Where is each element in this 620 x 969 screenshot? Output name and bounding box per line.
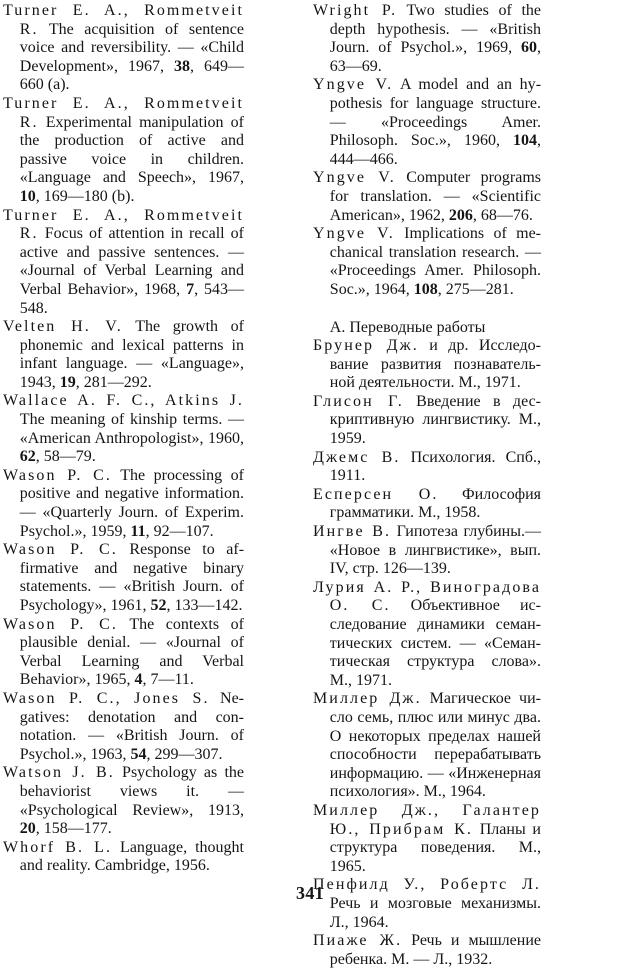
reference-pages: , 7—11.	[142, 671, 194, 689]
reference-text: A model and an hypothesis for language structure. — «Proceedings Amer. Philosoph. Soc.», 1960,	[329, 76, 542, 150]
reference-author: Turner E. A., Rommetveit R.	[3, 2, 244, 38]
reference-author: Velten H. V.	[3, 318, 123, 336]
reference-author: Yngve V.	[313, 225, 395, 243]
reference-pages: , 68—76.	[472, 206, 533, 224]
reference-entry	[313, 690, 541, 802]
reference-entry	[313, 579, 541, 691]
reference-author: Watson J. B.	[3, 764, 115, 782]
reference-text: The processing of positive and negative information. — «Quarterly Journ. of Experim. Psychol.», 1959,	[19, 466, 245, 540]
reference-text: Psychology as the behaviorist views it. — «Psychological Review», 1913,	[19, 764, 245, 819]
reference-volume: 19	[59, 373, 76, 391]
reference-text: Two studies of the depth hypothesis. — «British Journ. of Psychol.», 1969,	[329, 2, 541, 57]
reference-author: Wason P. C.	[3, 466, 112, 484]
reference-entry	[313, 225, 541, 299]
reference-text: Философия грамматики. М., 1958.	[329, 485, 541, 522]
reference-text: Implications of mechanical translation research. — «Proceedings Amer. Philosoph. Soc.», 1964,	[329, 225, 541, 298]
reference-entry	[3, 839, 244, 876]
reference-author: Глисон Г.	[313, 392, 404, 410]
reference-author: Wason P. C.	[3, 615, 119, 633]
reference-pages: , 299—307.	[146, 745, 223, 763]
reference-author: Wallace A. F. C., Atkins J.	[3, 392, 244, 410]
reference-text: Negatives: denotation and connotation. — «British Journ. of Psychol.», 1963,	[19, 689, 244, 763]
reference-pages: , 281—292.	[75, 373, 152, 391]
reference-entry	[313, 76, 541, 169]
reference-volume: 62	[19, 448, 36, 466]
reference-volume: 108	[413, 280, 438, 298]
reference-text: Магическое число семь, плюс или минус два. О некоторых пределах нашей способности перерабатывать информацию. — «Инженерная психология». М., 1964.	[329, 690, 541, 801]
reference-author: Yngve V.	[313, 76, 394, 94]
reference-entry	[3, 467, 244, 541]
reference-entry	[313, 486, 541, 523]
page-number: 341	[295, 883, 325, 903]
reference-author: Пиаже Ж.	[313, 932, 403, 950]
reference-pages: , 158—177.	[35, 820, 112, 838]
bibliography-column-right	[313, 2, 541, 969]
reference-text: The meaning of kinship terms. — «American Anthropologist», 1960,	[19, 411, 244, 447]
reference-author: Wright P.	[313, 2, 398, 19]
reference-volume: 104	[513, 132, 537, 150]
reference-entry	[313, 393, 541, 449]
reference-text: Response to affirmative and negative binary statements. — «British Journ. of Psychology», 1961,	[19, 541, 245, 614]
reference-entry	[313, 449, 541, 486]
reference-author: Джемс В.	[313, 448, 401, 466]
reference-author: Yngve V.	[313, 169, 396, 187]
reference-volume: 60	[521, 39, 537, 57]
reference-text: Планы и структура поведения. М., 1965.	[329, 820, 541, 875]
reference-entry	[3, 616, 244, 690]
reference-volume: 38	[174, 57, 190, 75]
reference-author: Миллер Дж.	[313, 690, 422, 708]
reference-volume: 11	[130, 522, 146, 540]
reference-pages: , 169—180 (b).	[35, 187, 135, 205]
reference-author: Есперсен О.	[313, 485, 439, 503]
reference-volume: 54	[130, 745, 147, 763]
reference-author: Wason P. C., Jones S.	[3, 689, 210, 707]
reference-entry	[3, 95, 244, 207]
reference-volume: 52	[150, 597, 167, 614]
reference-author: Wason P. C.	[3, 541, 118, 559]
reference-text: The contexts of plausible denial. — «Journal of Verbal Learning and Verbal Behavior», 1965,	[19, 615, 245, 689]
reference-text: Речь и мозговые механизмы. Л., 1964.	[329, 894, 541, 931]
reference-entry	[3, 392, 244, 466]
reference-pages: , 444—466.	[329, 132, 541, 168]
reference-entry	[313, 169, 541, 225]
reference-entry	[313, 932, 541, 969]
reference-text: Гипотеза глубины.— «Новое в лингвистике», вып. IV, стр. 126—139.	[329, 523, 541, 578]
reference-text: Focus of attention in recall of active and passive sentences. — «Journal of Verbal Learning and Verbal Behavior», 1968,	[19, 225, 244, 298]
reference-author: Пенфилд У., Робертс Л.	[313, 876, 541, 894]
reference-author: Whorf B. L.	[3, 838, 113, 856]
reference-entry	[3, 690, 244, 764]
reference-author: Лурия А. Р., Виноградова О. С.	[313, 578, 541, 615]
reference-text: Введение в дескриптивную лингвистику. М., 1959.	[329, 392, 541, 448]
reference-pages: , 92—107.	[145, 522, 214, 540]
bibliography-column-left	[3, 2, 244, 876]
reference-text: Психология. Спб., 1911.	[329, 448, 541, 485]
reference-volume: 4	[134, 671, 143, 689]
reference-pages: , 649—660 (a).	[19, 57, 244, 94]
reference-entry	[313, 523, 541, 579]
reference-text: Language, thought and reality. Cambridge, 1956.	[19, 838, 244, 875]
reference-pages: , 543—548.	[19, 280, 245, 317]
reference-text: Объективное исследование динамики семантических систем. — «Семантическая структура слова». М., 1971.	[329, 597, 541, 689]
section-heading: А. Переводные работы	[329, 318, 486, 336]
reference-volume: 10	[19, 187, 36, 205]
reference-pages: , 133—142.	[166, 597, 243, 614]
reference-pages: , 58—79.	[35, 448, 96, 466]
reference-entry	[313, 2, 541, 76]
reference-author: Брунер Дж.	[313, 337, 419, 355]
reference-pages: , 275—281.	[437, 280, 514, 298]
reference-text: Речь и мышление ребенка. М. — Л., 1932.	[329, 932, 541, 968]
reference-entry	[313, 802, 541, 876]
reference-entry	[3, 318, 244, 392]
reference-entry	[3, 764, 244, 838]
reference-entry	[3, 207, 244, 319]
reference-text: The growth of phonemic and lexical patterns in infant language. — «Language», 1943,	[19, 318, 244, 391]
reference-volume: 7	[186, 280, 195, 298]
reference-text: Computer programs for translation. — «Scientific American», 1962,	[329, 169, 541, 224]
reference-entry	[3, 541, 244, 615]
reference-text: The acquisition of sentence voice and reversibility. — «Child Development», 1967,	[19, 20, 244, 75]
reference-author: Turner E. A., Rommetveit R.	[3, 94, 244, 131]
reference-author: Ингве В.	[313, 523, 392, 541]
reference-text: и др. Исследование развития познавательной деятельности. М., 1971.	[329, 337, 541, 392]
reference-entry	[313, 337, 541, 393]
reference-pages: , 63—69.	[329, 39, 541, 75]
reference-text: Experimental manipulation of the production of active and passive voice in children. «Language and Speech», 1967,	[19, 113, 244, 187]
reference-author: Turner E. A., Rommetveit R.	[3, 206, 244, 243]
reference-volume: 20	[19, 820, 36, 838]
reference-entry	[3, 2, 244, 95]
reference-author: Миллер Дж., Галантер Ю., Прибрам К.	[313, 801, 541, 838]
reference-volume: 206	[448, 206, 473, 224]
